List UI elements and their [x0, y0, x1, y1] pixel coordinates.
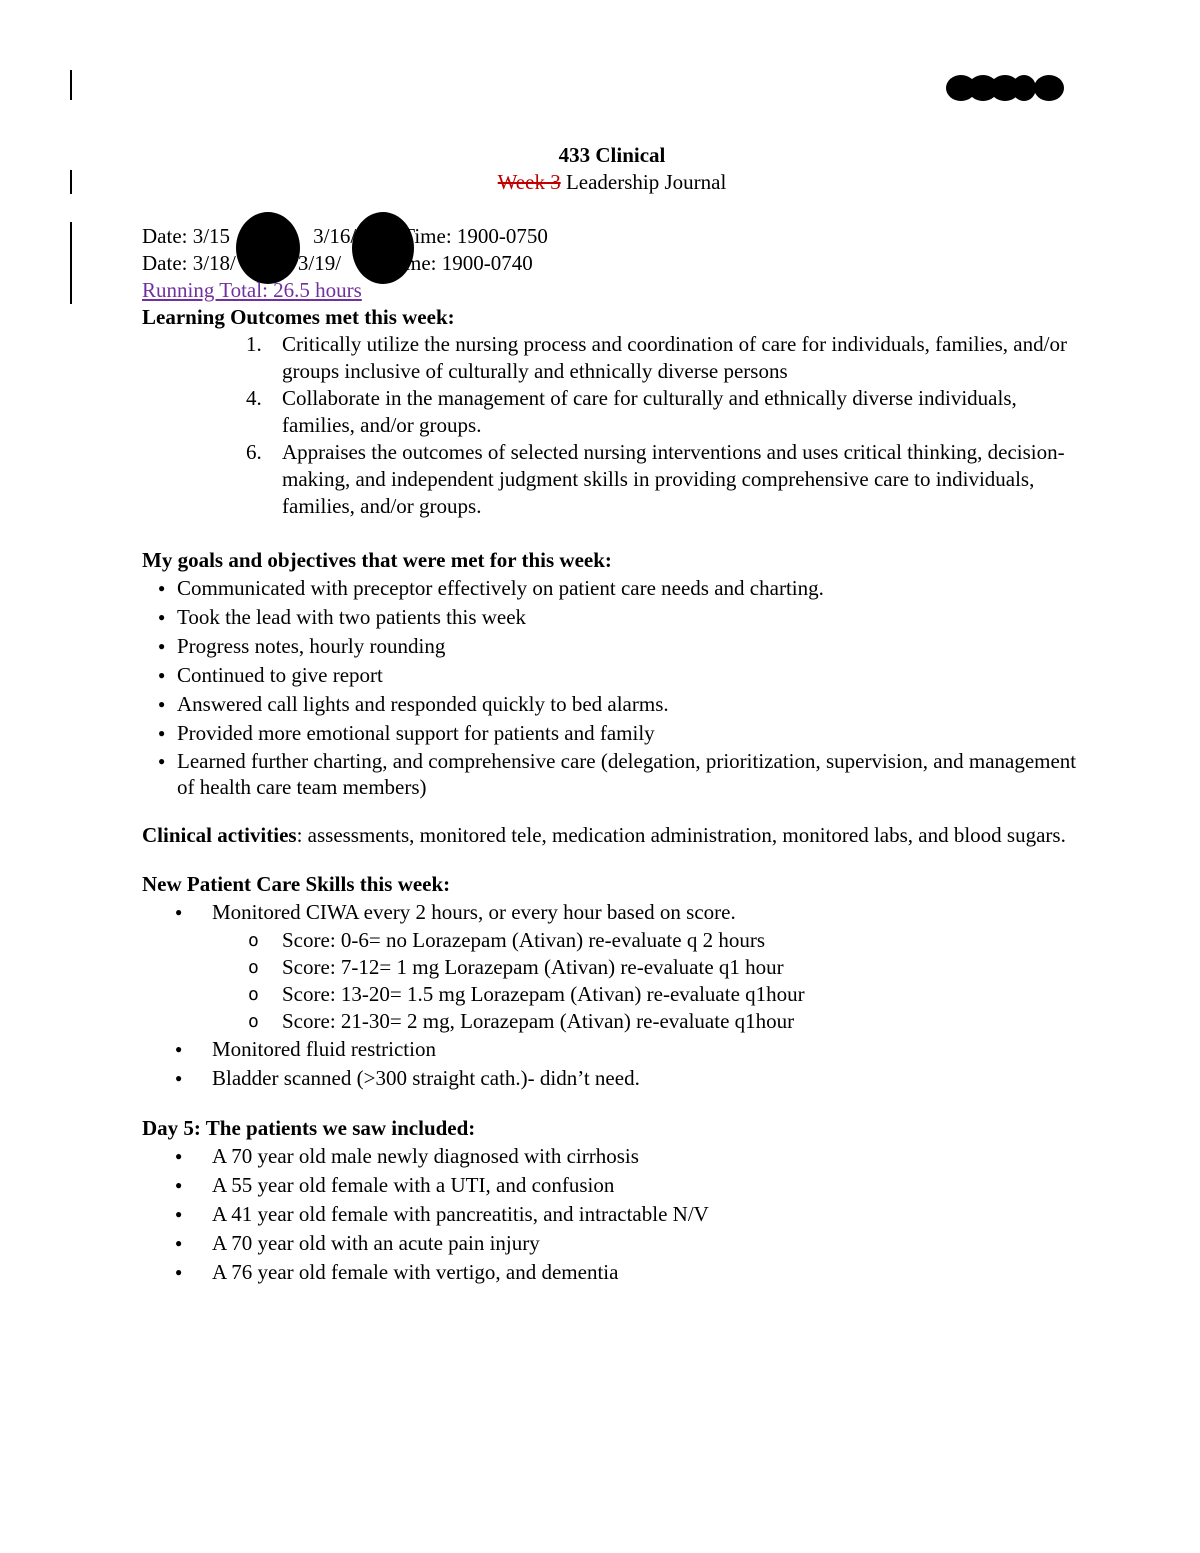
list-item: o Score: 7-12= 1 mg Lorazepam (Ativan) re-evaluate q1 hour [142, 954, 1082, 981]
list-item: ● Bladder scanned (>300 straight cath.)- didn’t need. [142, 1064, 1082, 1093]
list-item: o Score: 13-20= 1.5 mg Lorazepam (Ativan) re-evaluate q1hour [142, 981, 1082, 1008]
deleted-text: Week 3 [497, 170, 561, 194]
change-bar [70, 170, 72, 194]
list-item: ● Monitored fluid restriction [142, 1035, 1082, 1064]
list-item: o Score: 0-6= no Lorazepam (Ativan) re-evaluate q 2 hours [142, 927, 1082, 954]
clinical-activities-text: : assessments, monitored tele, medication administration, monitored labs, and blood sugars. [296, 823, 1066, 847]
list-item: ● Answered call lights and responded quickly to bed alarms. [142, 690, 1082, 719]
header-redaction [946, 72, 1066, 104]
ciwa-score-list [142, 927, 1082, 1035]
list-item: 6. Appraises the outcomes of selected nursing interventions and uses critical thinking, decision-making, and independent judgment skills in providing comprehensive care to individuals, families, and/or groups. [246, 440, 1065, 518]
list-item: ● Took the lead with two patients this week [142, 603, 1082, 632]
new-skills-list [142, 898, 1082, 927]
list-item: ● Continued to give report [142, 661, 1082, 690]
goals-list [142, 574, 1082, 800]
learning-outcomes-heading: Learning Outcomes met this week: [142, 305, 455, 329]
patients-heading: Day 5: The patients we saw included: [142, 1116, 476, 1140]
list-item: ● A 76 year old female with vertigo, and dementia [142, 1258, 1082, 1287]
list-item: 4. Collaborate in the management of care for culturally and ethnically diverse individuals, families, and/or groups. [246, 386, 1017, 437]
date-end: 3/19/ [297, 251, 342, 275]
list-item: o Score: 21-30= 2 mg, Lorazepam (Ativan) re-evaluate q1hour [142, 1008, 1082, 1035]
list-item: ● A 41 year old female with pancreatitis, and intractable N/V [142, 1200, 1082, 1229]
patients-list [142, 1142, 1082, 1287]
change-bar [70, 70, 72, 100]
list-item: ● Learned further charting, and comprehensive care (delegation, prioritization, supervision, and management of health care team members) [142, 748, 1082, 800]
running-total-link[interactable]: Running Total: 26.5 hours [142, 278, 362, 302]
list-item: 1. Critically utilize the nursing process and coordination of care for individuals, families, and/or groups inclusive of culturally and ethnically diverse persons [246, 332, 1067, 383]
date-start: Date: 3/18/ [142, 251, 236, 275]
new-skills-heading: New Patient Care Skills this week: [142, 872, 451, 896]
page-title: 433 Clinical [558, 143, 666, 167]
shift-time: Time: 1900-0740 [387, 251, 533, 275]
learning-outcomes-list [142, 331, 1082, 520]
clinical-activities-label: Clinical activities [142, 823, 297, 847]
date-line [142, 250, 1082, 277]
shift-time: Time: 1900-0750 [402, 224, 548, 248]
change-bar [70, 222, 72, 304]
date-end: 3/16/ [313, 224, 357, 248]
clinical-activities [142, 822, 1082, 849]
list-item: ● Provided more emotional support for patients and family [142, 719, 1082, 748]
list-item: ● Monitored CIWA every 2 hours, or every hour based on score. [142, 898, 1082, 927]
new-skills-list-cont [142, 1035, 1082, 1093]
date-start: Date: 3/15 [142, 224, 231, 248]
journal-document [142, 142, 1082, 1287]
subtitle-text: Leadership Journal [560, 170, 727, 194]
list-item: ● Communicated with preceptor effectively on patient care needs and charting. [142, 574, 1082, 603]
goals-heading: My goals and objectives that were met for this week: [142, 548, 612, 572]
list-item: ● A 70 year old with an acute pain injury [142, 1229, 1082, 1258]
list-item: ● A 70 year old male newly diagnosed with cirrhosis [142, 1142, 1082, 1171]
date-line [142, 223, 1082, 250]
list-item: ● Progress notes, hourly rounding [142, 632, 1082, 661]
page-subtitle [142, 169, 1082, 196]
list-item: ● A 55 year old female with a UTI, and confusion [142, 1171, 1082, 1200]
